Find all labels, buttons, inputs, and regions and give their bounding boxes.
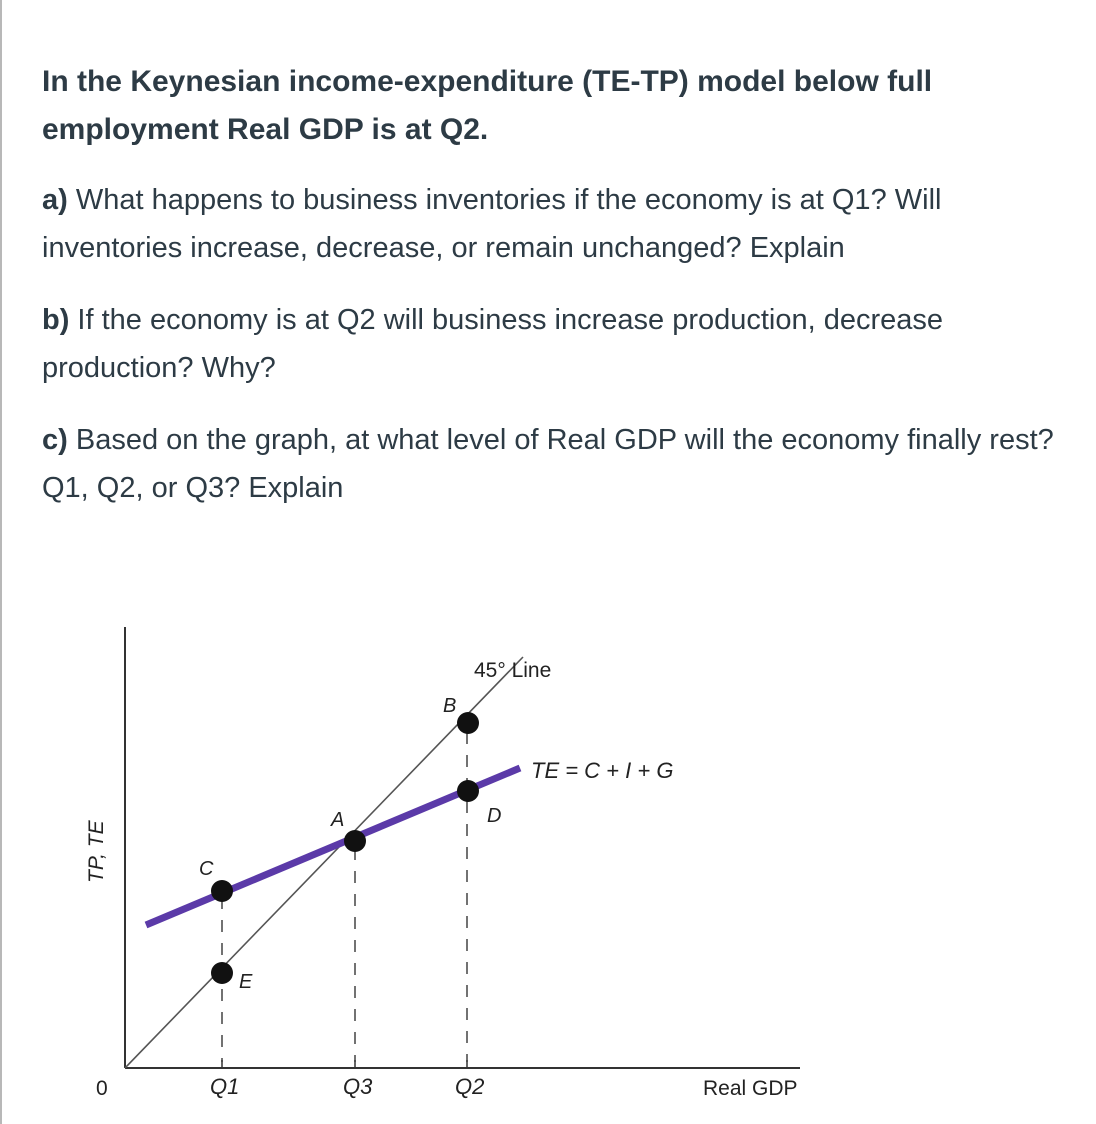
point-e-label: E: [239, 971, 253, 993]
point-c: [211, 880, 233, 902]
question-a-text: What happens to business inventories if the economy is at Q1? Will inventories increase, decrease, or remain unchanged? Explain: [42, 184, 942, 264]
q1-tick-label: Q1: [210, 1074, 240, 1099]
question-a: [42, 176, 1072, 272]
line-45-label: 45° Line: [474, 659, 552, 682]
question-b-text: If the economy is at Q2 will business increase production, decrease production? Why?: [42, 304, 944, 384]
point-e: [211, 962, 233, 984]
point-c-label: C: [199, 858, 214, 880]
y-axis-label: TP, TE: [85, 820, 108, 883]
q2-tick-label: Q2: [455, 1074, 485, 1099]
q3-tick-label: Q3: [343, 1074, 373, 1099]
question-c-prefix: c): [42, 424, 68, 456]
origin-label: 0: [96, 1077, 108, 1100]
question-a-prefix: a): [42, 184, 68, 216]
point-d: [457, 780, 479, 802]
question-title: In the Keynesian income-expenditure (TE-TP) model below full employment Real GDP is at Q2.: [42, 65, 933, 146]
question-c: [42, 416, 1072, 512]
keynesian-diagram: [0, 610, 1096, 1124]
question-c-text: Based on the graph, at what level of Real GDP will the economy finally rest? Q1, Q2, or Q3? Explain: [42, 424, 1054, 504]
question-content: [42, 58, 1072, 512]
point-b-label: B: [443, 695, 457, 717]
question-b: [42, 296, 1072, 392]
point-a: [344, 830, 366, 852]
point-a-label: A: [331, 809, 345, 831]
point-d-label: D: [487, 805, 502, 827]
question-b-prefix: b): [42, 304, 70, 336]
x-axis-label: Real GDP: [703, 1077, 798, 1100]
te-line-label: TE = C + I + G: [531, 758, 674, 783]
point-b: [457, 712, 479, 734]
